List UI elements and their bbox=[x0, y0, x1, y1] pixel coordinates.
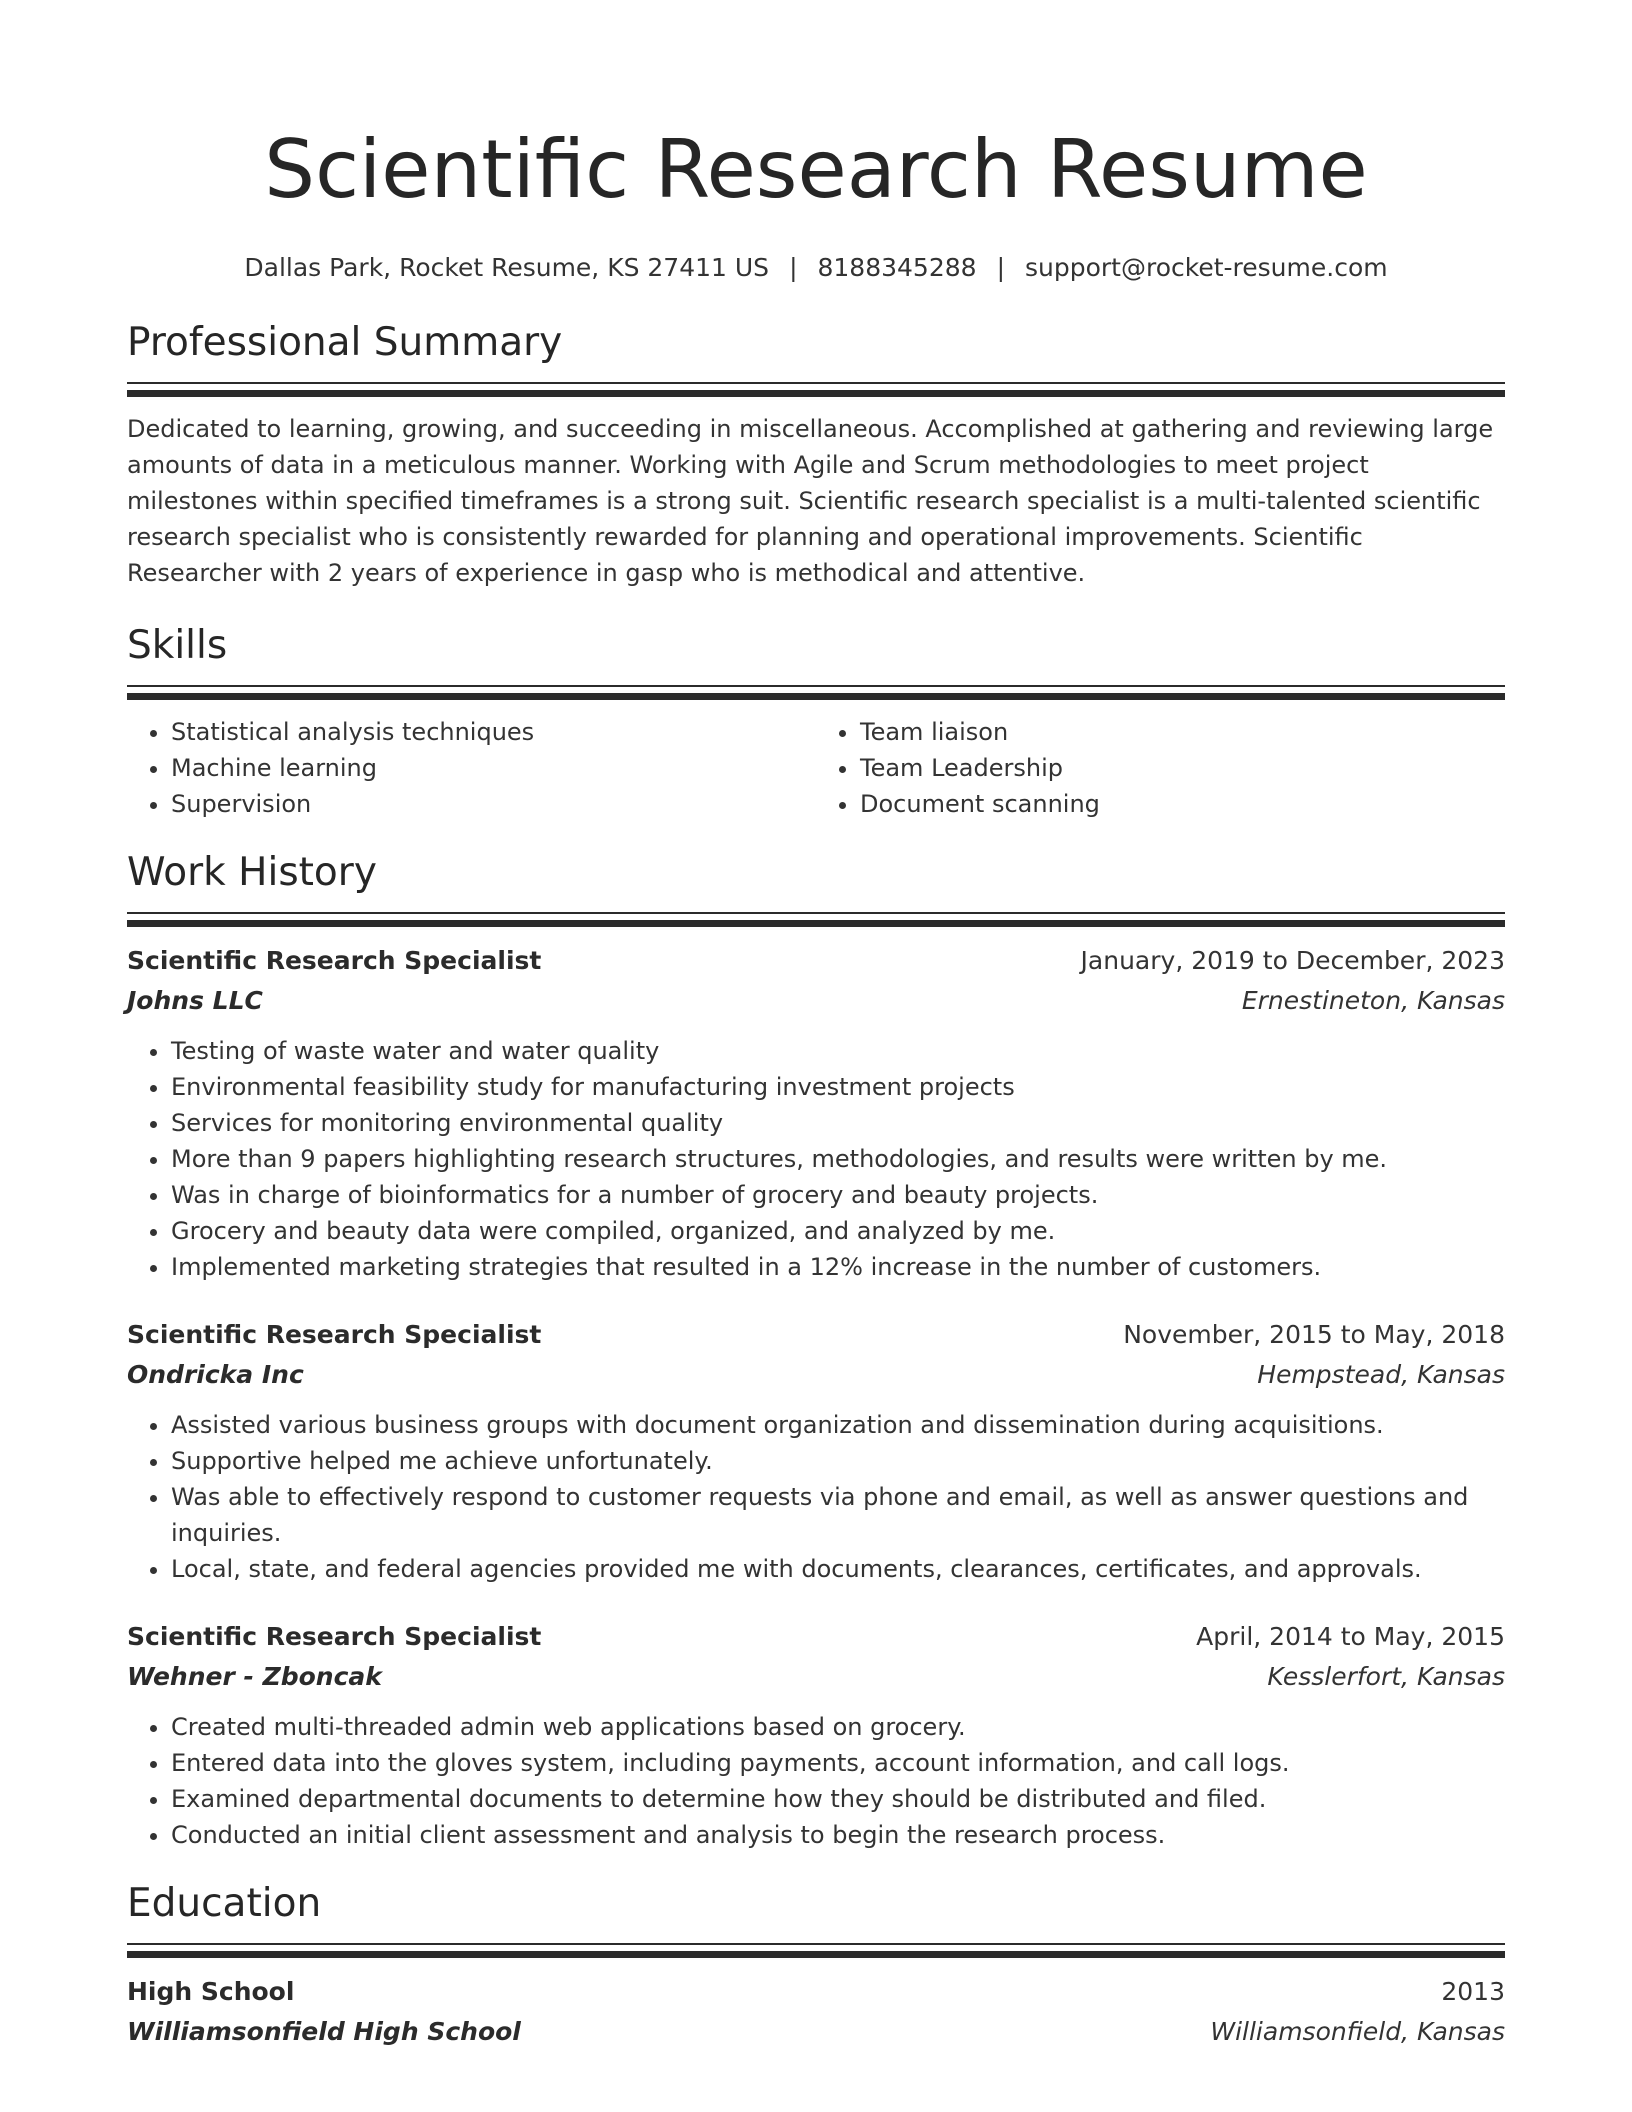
job-entry bbox=[127, 1619, 1505, 1853]
job-company: Johns LLC bbox=[127, 986, 263, 1015]
job-location: Kesslerfort, Kansas bbox=[1267, 1662, 1505, 1691]
section-heading-skills: Skills bbox=[127, 623, 228, 668]
section-divider bbox=[127, 382, 1505, 397]
contact-email: support@rocket-resume.com bbox=[1025, 253, 1388, 282]
education-subheader bbox=[127, 2014, 1505, 2050]
job-bullets bbox=[127, 1709, 1505, 1853]
job-bullet: • Was in charge of bioinformatics for a number of grocery and beauty projects. bbox=[171, 1177, 1505, 1213]
section-work-history bbox=[127, 848, 1505, 1853]
section-summary bbox=[127, 318, 1505, 591]
job-bullets bbox=[127, 1407, 1505, 1587]
job-dates: November, 2015 to May, 2018 bbox=[1123, 1320, 1505, 1349]
job-bullet: • Was able to effectively respond to customer requests via phone and email, as well as answer questions and inquiries. bbox=[171, 1479, 1505, 1551]
skill-item: • Supervision bbox=[171, 786, 816, 822]
section-heading-summary: Professional Summary bbox=[127, 320, 563, 365]
job-bullet: • Examined departmental documents to determine how they should be distributed and filed. bbox=[171, 1781, 1505, 1817]
section-divider bbox=[127, 912, 1505, 927]
skills-list-right bbox=[816, 714, 1505, 822]
job-bullet: • Created multi-threaded admin web applications based on grocery. bbox=[171, 1709, 1505, 1745]
job-bullet: • Services for monitoring environmental quality bbox=[171, 1105, 1505, 1141]
job-bullet: • Implemented marketing strategies that resulted in a 12% increase in the number of customers. bbox=[171, 1249, 1505, 1285]
job-location: Hempstead, Kansas bbox=[1257, 1360, 1505, 1389]
skill-item: • Machine learning bbox=[171, 750, 816, 786]
resume-title: Scientific Research Resume bbox=[264, 123, 1368, 216]
job-company: Ondricka Inc bbox=[127, 1360, 304, 1389]
job-bullet: • Entered data into the gloves system, including payments, account information, and call logs. bbox=[171, 1745, 1505, 1781]
job-dates: January, 2019 to December, 2023 bbox=[1080, 946, 1505, 975]
skills-list-left bbox=[127, 714, 816, 822]
job-subheader bbox=[127, 1357, 1505, 1393]
contact-phone: 8188345288 bbox=[817, 253, 977, 282]
job-bullets bbox=[127, 1033, 1505, 1285]
job-location: Ernestineton, Kansas bbox=[1241, 986, 1505, 1015]
job-header bbox=[127, 1317, 1505, 1353]
section-heading-work: Work History bbox=[127, 850, 377, 895]
contact-line bbox=[127, 252, 1505, 284]
education-header bbox=[127, 1974, 1505, 2010]
job-dates: April, 2014 to May, 2015 bbox=[1196, 1622, 1505, 1651]
job-bullet: • Environmental feasibility study for manufacturing investment projects bbox=[171, 1069, 1505, 1105]
section-heading-education: Education bbox=[127, 1881, 322, 1926]
skill-item: • Statistical analysis techniques bbox=[171, 714, 816, 750]
job-bullet: • Conducted an initial client assessment and analysis to begin the research process. bbox=[171, 1817, 1505, 1853]
summary-text: Dedicated to learning, growing, and succeeding in miscellaneous. Accomplished at gathering and reviewing large amounts of data in a meticulous manner. Working with Agile and Scrum methodologies to meet project milestones within specified timeframes is a strong suit. Scientific research specialist is a multi-talented scientific research specialist who is consistently rewarded for planning and operational improvements. Scientific Researcher with 2 years of experience in gasp who is methodical and attentive. bbox=[127, 415, 1494, 587]
job-title: Scientific Research Specialist bbox=[127, 946, 542, 975]
skills-columns bbox=[127, 714, 1505, 822]
job-bullet: • Supportive helped me achieve unfortunately. bbox=[171, 1443, 1505, 1479]
education-year: 2013 bbox=[1441, 1977, 1505, 2006]
job-bullet: • Grocery and beauty data were compiled, organized, and analyzed by me. bbox=[171, 1213, 1505, 1249]
job-title: Scientific Research Specialist bbox=[127, 1622, 542, 1651]
job-entry bbox=[127, 943, 1505, 1285]
job-bullet: • Assisted various business groups with document organization and dissemination during acquisitions. bbox=[171, 1407, 1505, 1443]
education-school: Williamsonfield High School bbox=[127, 2017, 521, 2046]
skill-item: • Document scanning bbox=[860, 786, 1505, 822]
contact-address: Dallas Park, Rocket Resume, KS 27411 US bbox=[244, 253, 770, 282]
job-title: Scientific Research Specialist bbox=[127, 1320, 542, 1349]
section-divider bbox=[127, 685, 1505, 700]
job-bullet: • Testing of waste water and water quality bbox=[171, 1033, 1505, 1069]
job-entry bbox=[127, 1317, 1505, 1587]
job-company: Wehner - Zboncak bbox=[127, 1662, 382, 1691]
contact-separator: | bbox=[996, 253, 1005, 282]
contact-separator: | bbox=[789, 253, 798, 282]
education-entry bbox=[127, 1974, 1505, 2050]
skill-item: • Team liaison bbox=[860, 714, 1505, 750]
job-subheader bbox=[127, 1659, 1505, 1695]
job-header bbox=[127, 1619, 1505, 1655]
section-skills bbox=[127, 621, 1505, 822]
job-bullet: • Local, state, and federal agencies provided me with documents, clearances, certificates, and approvals. bbox=[171, 1551, 1505, 1587]
section-education bbox=[127, 1879, 1505, 2050]
job-bullet: • More than 9 papers highlighting research structures, methodologies, and results were written by me. bbox=[171, 1141, 1505, 1177]
section-divider bbox=[127, 1943, 1505, 1958]
job-subheader bbox=[127, 983, 1505, 1019]
education-degree: High School bbox=[127, 1977, 295, 2006]
education-location: Williamsonfield, Kansas bbox=[1210, 2017, 1505, 2046]
skill-item: • Team Leadership bbox=[860, 750, 1505, 786]
job-header bbox=[127, 943, 1505, 979]
